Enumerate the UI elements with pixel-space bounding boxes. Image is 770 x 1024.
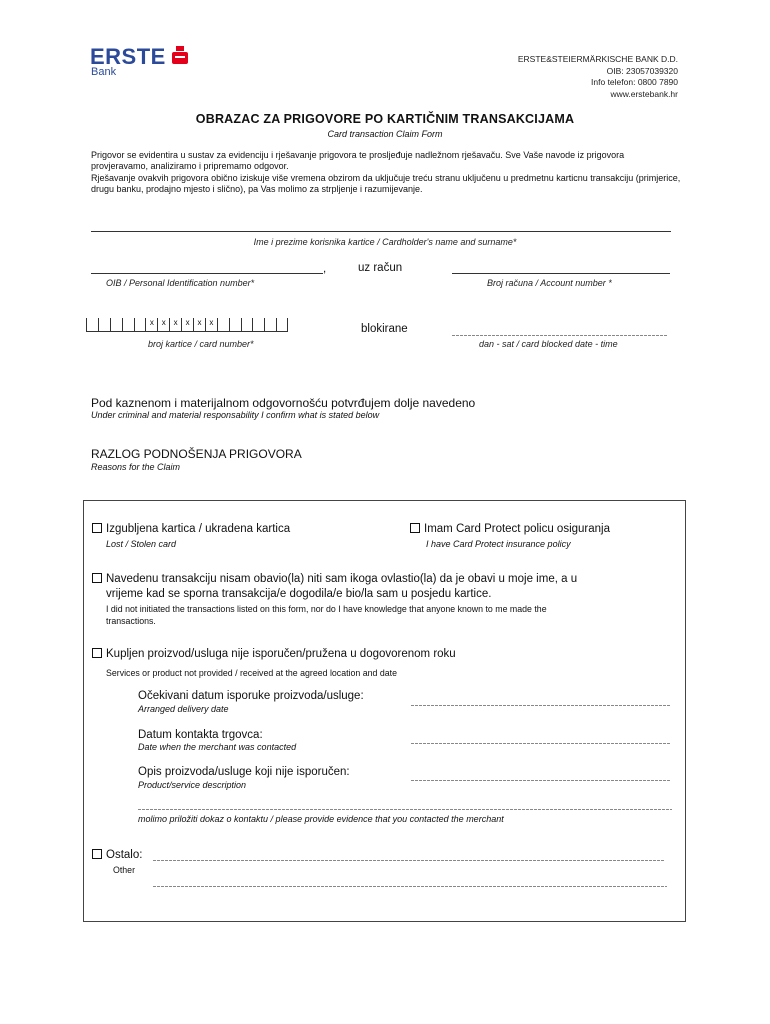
- option-lost-card[interactable]: [92, 523, 290, 535]
- product-desc-field[interactable]: [411, 780, 670, 781]
- bank-name: ERSTE&STEIERMÄRKISCHE BANK D.D.: [517, 54, 678, 64]
- card-protect-english: I have Card Protect insurance policy: [426, 539, 571, 549]
- other-field[interactable]: [153, 860, 665, 861]
- form-subtitle: Card transaction Claim Form: [327, 129, 443, 139]
- card-digit-cell[interactable]: [122, 318, 134, 332]
- evidence-note: molimo priložiti dokaz o kontaktu / please provide evidence that you contacted the merchant: [138, 814, 504, 824]
- card-digit-cell[interactable]: x: [145, 318, 157, 332]
- card-protect-checkbox[interactable]: [410, 523, 420, 533]
- cardholder-name-field[interactable]: [91, 231, 671, 232]
- logo-sub: Bank: [91, 66, 117, 78]
- product-desc-label: Opis proizvoda/usluge koji nije isporučen:: [138, 766, 350, 778]
- card-number-field[interactable]: [86, 318, 348, 334]
- card-protect-label: Imam Card Protect policu osiguranja: [424, 523, 610, 535]
- card-digit-cell[interactable]: x: [205, 318, 217, 332]
- option-not-authorized[interactable]: [92, 573, 577, 585]
- card-number-caption: broj kartice / card number*: [148, 339, 254, 349]
- cardholder-caption: Ime i prezime korisnika kartice / Cardholder's name and surname*: [253, 237, 517, 247]
- card-digit-cell[interactable]: x: [157, 318, 169, 332]
- card-digit-cell[interactable]: x: [181, 318, 193, 332]
- card-digit-cell[interactable]: [134, 318, 146, 332]
- contact-date-field[interactable]: [411, 743, 670, 744]
- oib-field[interactable]: [91, 273, 323, 274]
- blokirane-label: blokirane: [361, 323, 408, 335]
- not-authorized-label-2: vrijeme kad se sporna transakcija/e dogodila/e bio/la sam u posjedu kartice.: [106, 588, 492, 600]
- card-digit-cell[interactable]: [217, 318, 229, 332]
- contact-date-english: Date when the merchant was contacted: [138, 742, 297, 752]
- intro-paragraph-1: Prigovor se evidentira u sustav za evidenciju i rješavanje prigovora te prosljeđuje nadležnom rješavaču. Sve Vaše navode iz prigovora provjeravamo, analiziramo i pripremamo odgovor.: [91, 150, 625, 172]
- intro-paragraph-2: Rješavanje ovakvih prigovora obično iziskuje više vremena obzirom da uključuje treću stranu uključenu u predmetnu karticnu transakciju (primjerice, drugu banku, prodajno mjesto i slično), pa Vas molimo za strpljenje i razumijevanje.: [91, 172, 681, 194]
- lost-card-english: Lost / Stolen card: [106, 539, 177, 549]
- lost-card-label: Izgubljena kartica / ukradena kartica: [106, 523, 291, 535]
- goods-not-delivered-label: Kupljen proizvod/usluga nije isporučen/pružena u dogovorenom roku: [106, 648, 456, 660]
- oib-caption: OIB / Personal Identification number*: [106, 278, 255, 288]
- bank-web: www.erstebank.hr: [610, 88, 678, 99]
- lost-card-checkbox[interactable]: [92, 523, 102, 533]
- option-card-protect[interactable]: [410, 523, 610, 535]
- reasons-english: Reasons for the Claim: [91, 462, 181, 472]
- bank-phone: Info telefon: 0800 7890: [591, 77, 678, 87]
- not-authorized-english-2: transactions.: [106, 616, 156, 626]
- goods-not-delivered-checkbox[interactable]: [92, 648, 102, 658]
- card-digit-cell[interactable]: [264, 318, 276, 332]
- card-digit-cell[interactable]: [229, 318, 241, 332]
- intro-text: [91, 150, 681, 195]
- account-number-field[interactable]: [452, 273, 670, 274]
- account-caption: Broj računa / Account number *: [487, 278, 612, 288]
- erste-mark-icon: [172, 46, 188, 64]
- product-desc-field-2[interactable]: [138, 809, 672, 810]
- blocked-date-field[interactable]: [452, 335, 668, 336]
- logo-word: ERSTE: [90, 44, 166, 69]
- card-digit-cell[interactable]: x: [169, 318, 181, 332]
- oib-comma: ,: [323, 263, 327, 275]
- form-title: OBRAZAC ZA PRIGOVORE PO KARTIČNIM TRANSAKCIJAMA: [195, 112, 575, 126]
- contact-date-label: Datum kontakta trgovca:: [138, 729, 263, 741]
- reasons-heading: RAZLOG PODNOŠENJA PRIGOVORA: [91, 447, 302, 461]
- blocked-date-caption: dan - sat / card blocked date - time: [479, 339, 618, 349]
- card-digit-cell[interactable]: [276, 318, 288, 332]
- goods-not-delivered-english: Services or product not provided / received at the agreed location and date: [106, 668, 397, 678]
- product-desc-english: Product/service description: [138, 780, 247, 790]
- erste-logo: [90, 44, 190, 80]
- option-other[interactable]: [92, 849, 142, 861]
- declaration-english: Under criminal and material responsability I confirm what is stated below: [91, 410, 380, 420]
- card-digit-cell[interactable]: [252, 318, 264, 332]
- uz-racun-label: uz račun: [358, 262, 403, 274]
- card-digit-cell[interactable]: [241, 318, 253, 332]
- other-field-2[interactable]: [153, 886, 667, 887]
- card-digit-cell[interactable]: [98, 318, 110, 332]
- card-digit-cell[interactable]: [86, 318, 98, 332]
- other-checkbox[interactable]: [92, 849, 102, 859]
- delivery-date-english: Arranged delivery date: [138, 704, 229, 714]
- other-english: Other: [113, 865, 136, 875]
- other-label: Ostalo:: [106, 849, 143, 861]
- not-authorized-checkbox[interactable]: [92, 573, 102, 583]
- declaration-heading: Pod kaznenom i materijalnom odgovornošću potvrđujem dolje navedeno: [91, 396, 476, 410]
- bank-oib: OIB: 23057039320: [606, 65, 678, 76]
- delivery-date-field[interactable]: [411, 705, 670, 706]
- not-authorized-english-1: I did not initiated the transactions listed on this form, nor do I have knowledge that anyone known to me made the: [106, 604, 547, 614]
- card-digit-cell[interactable]: x: [193, 318, 205, 332]
- bank-info: [518, 54, 678, 100]
- card-digit-cell[interactable]: [110, 318, 122, 332]
- delivery-date-label: Očekivani datum isporuke proizvoda/usluge:: [138, 690, 364, 702]
- not-authorized-label-1: Navedenu transakciju nisam obavio(la) niti sam ikoga ovlastio(la) da je obavi u moje ime, a u: [106, 573, 578, 585]
- option-goods-not-delivered[interactable]: [92, 648, 456, 660]
